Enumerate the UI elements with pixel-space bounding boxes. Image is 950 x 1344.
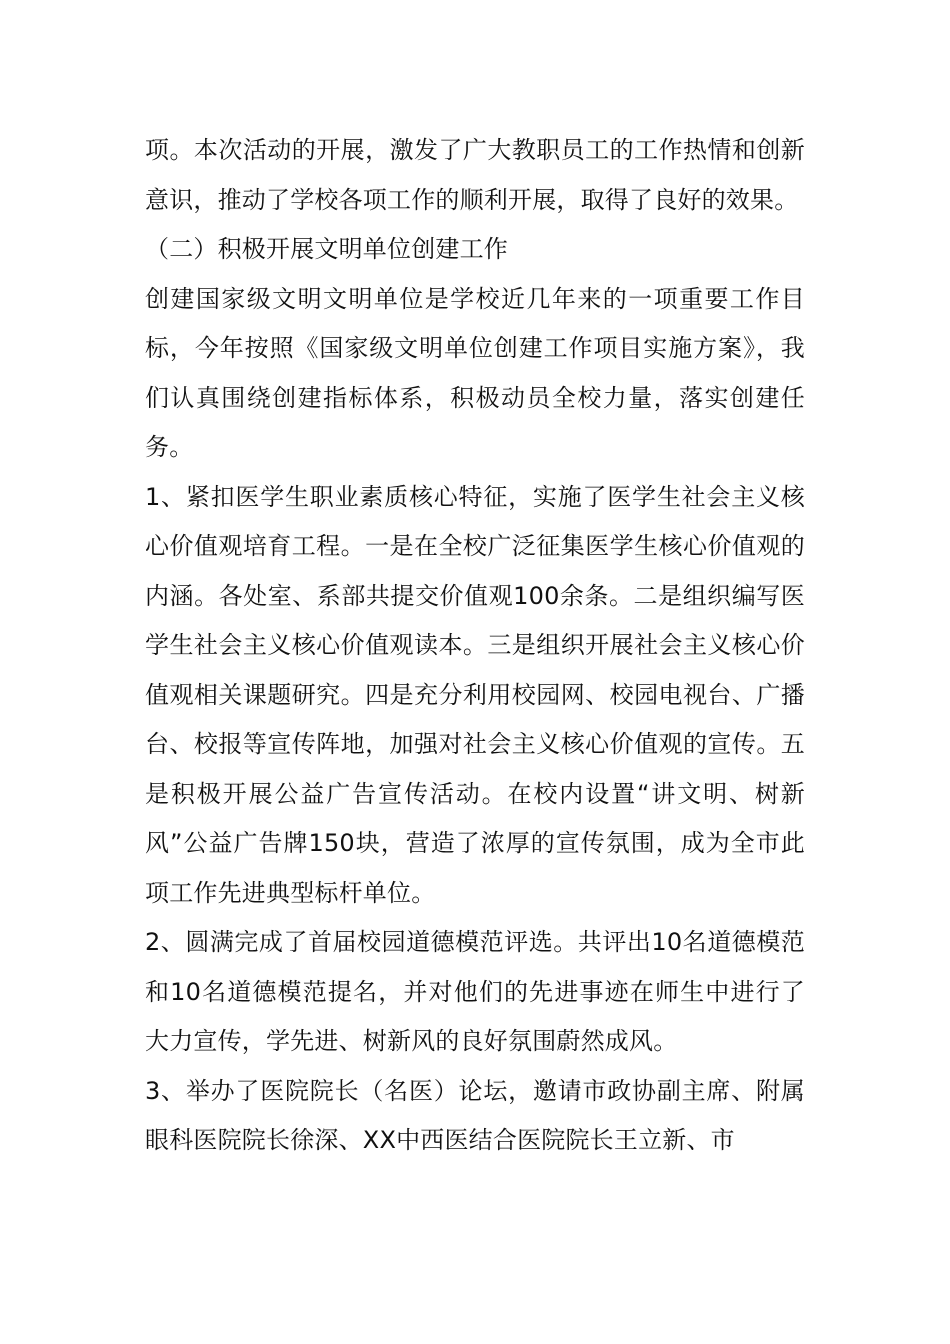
paragraph-item-2: 2、圆满完成了首届校园道德模范评选。共评出10名道德模范和10名道德模范提名，并对他们的先进事迹在师生中进行了大力宣传，学先进、树新风的良好氛围蔚然成风。 (145, 928, 805, 1055)
paragraph-item-3: 3、举办了医院院长（名医）论坛，邀请市政协副主席、附属眼科医院院长徐深、XX中西医结合医院院长王立新、市 (145, 1076, 805, 1154)
section-heading: （二）积极开展文明单位创建工作 (145, 235, 508, 263)
paragraph-intro: 创建国家级文明文明单位是学校近几年来的一项重要工作目标，今年按照《国家级文明单位创建工作项目实施方案》，我们认真围绕创建指标体系，积极动员全校力量，落实创建任务。 (145, 284, 805, 461)
paragraph-item-1: 1、紧扣医学生职业素质核心特征，实施了医学生社会主义核心价值观培育工程。一是在全校广泛征集医学生核心价值观的内涵。各处室、系部共提交价值观100余条。二是组织编写医学生社会主义核心价值观读本。三是组织开展社会主义核心价值观相关课题研究。四是充分利用校园网、校园电视台、广播台、校报等宣传阵地，加强对社会主义核心价值观的宣传。五是积极开展公益广告宣传活动。在校内设置“讲文明、树新风”公益广告牌150块，营造了浓厚的宣传氛围，成为全市此项工作先进典型标杆单位。 (145, 482, 805, 907)
paragraph-continuation: 项。本次活动的开展，激发了广大教职员工的工作热情和创新意识，推动了学校各项工作的顺利开展，取得了良好的效果。 (145, 136, 805, 214)
document-body (145, 126, 805, 1166)
